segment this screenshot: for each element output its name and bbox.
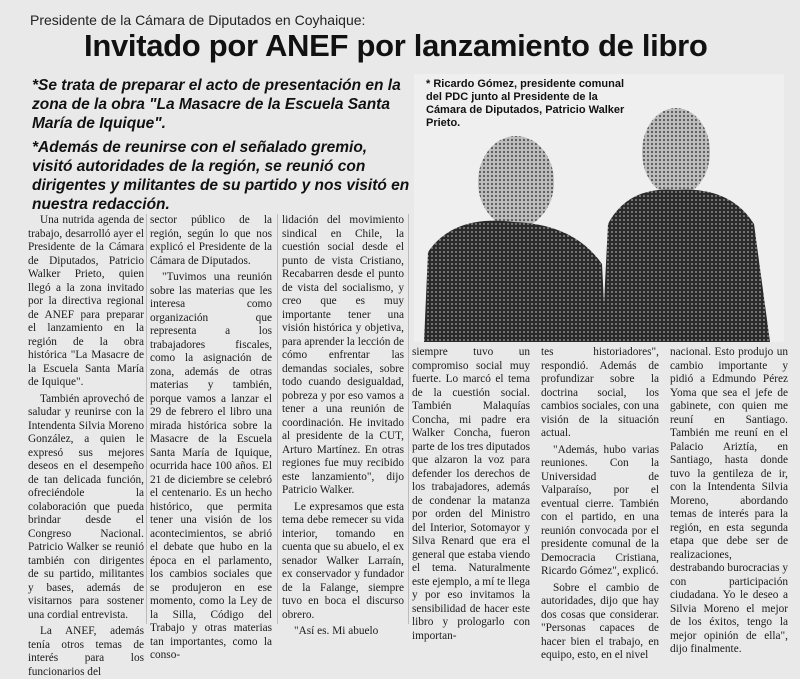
deck-1: *Se trata de preparar el acto de presentación en la zona de la obra "La Masacre de la Escuela Santa María de Iquique". <box>32 77 401 132</box>
paragraph: tes historiadores", respondió. Además de profundizar sobre la doctrina social, los cambios sociales, con una visión de la situación actual. <box>541 346 659 439</box>
paragraph: Sobre el cambio de autoridades, dijo que hay dos cosas que considerar. "Personas capaces de hacer bien el trabajo, en equipo, esto, en el nivel <box>541 581 659 661</box>
paragraph: nacional. Esto produjo un cambio importante y pidió a Edmundo Pérez Yoma que sea el jefe de gabinete, con quien me reuní en Santiago. También me reuní en el Palacio Ariztía, en Santiago, hasta donde tuvo la gentileza de ir, con la Intendenta Silvia Moreno, abordando temas de interés para la región, en esta segunda etapa que debe ser de realizaciones, destrabando burocracias y con participación ciudadana. Yo le deseo a Silvia Moreno el mejor de los éxitos, tengo la mejor opinión de ella", dijo finalmente. <box>670 346 788 655</box>
column-rule <box>146 214 147 624</box>
body-column-6 <box>670 346 788 655</box>
paragraph: Una nutrida agenda de trabajo, desarrolló ayer el Presidente de la Cámara de Diputados, Patricio Walker Prieto, quien llegó a la zona invitado por la directiva regional de ANEF para preparar el lanzamiento en la región de la obra histórica "La Masacre de la Escuela Santa María de Iquique". <box>28 214 144 388</box>
paragraph: "Tuvimos una reunión sobre las materias que les interesa como organización que representa a los trabajadores fiscales, como la asignación de zona, además de otras materias y también, porque vamos a lanzar el 29 de febrero el libro una mirada histórica sobre la Masacre de la Escuela Santa María de Iquique, ocurrida hace 100 años. El 21 de diciembre se celebró el centenario. Es un hecho histórico, que permita tener una visión de los acontecimientos, se abrió el debate que hubo en la época en el parlamento, los cambios sociales que se produjeron en ese momento, como la Ley de la Silla, Código del Trabajo y otras materias tan importantes, como la conso- <box>150 271 272 661</box>
body-column-1 <box>28 214 144 678</box>
person-walker-body <box>602 190 770 342</box>
photo-caption: * Ricardo Gómez, presidente comunal del PDC junto al Presidente de la Cámara de Diputados, Patricio Walker Prieto. <box>426 78 625 129</box>
headline: Invitado por ANEF por lanzamiento de libro <box>84 28 708 63</box>
body-column-2 <box>150 214 272 661</box>
person-walker-head <box>642 108 710 196</box>
person-gomez-head <box>478 136 554 228</box>
paragraph: "Además, hubo varias reuniones. Con la Universidad de Valparaíso, por el eventual cierre. También con el partido, en una reunión convocada por el presidente comunal de la Democracia Cristiana, Ricardo Gómez", explicó. <box>541 443 659 577</box>
paragraph: lidación del movimiento sindical en Chile, la cuestión social desde el punto de vista Cristiano, Recabarren desde el punto de vista del socialismo, y creo que es muy importante tener una visión histórica y objetiva, para aprender la lección de cómo enfrentar las demandas sociales, sobre todo cuando desigualdad, pobreza y por eso vamos a tener a una reunión de coordinación. He invitado al presidente de la CUT, Arturo Martínez. En otras regiones fue muy recibido este lanzamiento", dijo Patricio Walker. <box>282 214 404 496</box>
paragraph: sector público de la región, según lo que nos explicó el Presidente de la Cámara de Diputados. <box>150 214 272 267</box>
paragraph: siempre tuvo un compromiso social muy fuerte. Lo marcó el tema de la cuestión social. También Malaquías Concha, mi padre era Walker Concha, fueron parte de los tres diputados que alzaron la voz para defender los derechos de los trabajadores, además de condenar la matanza por orden del Ministro del Interior, Sotomayor y Silva Renard que era el general que estaba viendo el tema. Naturalmente este ejemplo, a mí te llega y por eso invitamos la sensibilidad de hacer este libro y prologarlo con importan- <box>412 346 530 642</box>
paragraph: También aprovechó de saludar y reunirse con la Intendenta Silvia Moreno González, a quien le expresó sus mejores deseos en el desempeño de tan delicada función, ofreciéndole la colaboración que pueda brindar desde el Congreso Nacional. Patricio Walker se reunió también con dirigentes de su partido, militantes y bases, además de visitarnos para sostener una cordial entrevista. <box>28 392 144 621</box>
body-column-3 <box>282 214 404 637</box>
body-column-5 <box>541 346 659 661</box>
paragraph: La ANEF, además tenía otros temas de interés para los funcionarios del <box>28 625 144 678</box>
paragraph: Le expresamos que esta tema debe remecer su vida interior, tomando en cuenta que su abuelo, el ex senador Walker Larraín, ex conservador y fundador de la Falange, siempre tuvo en boca el discurso obrero. <box>282 500 404 621</box>
deck-2: *Además de reunirse con el señalado gremio, visitó autoridades de la región, se reunió con dirigentes y militantes de su partido y nos visitó en nuestra redacción. <box>32 139 410 213</box>
body-column-4 <box>412 346 530 642</box>
paragraph: "Así es. Mi abuelo <box>294 625 379 637</box>
kicker: Presidente de la Cámara de Diputados en Coyhaique: <box>30 12 366 28</box>
column-rule <box>277 214 278 624</box>
column-rule <box>408 214 409 624</box>
